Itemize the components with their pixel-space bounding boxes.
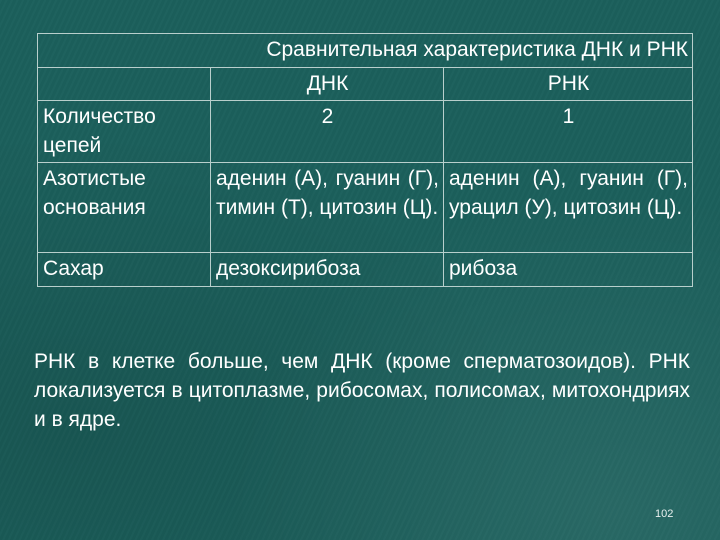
dna-chain-count: 2	[211, 101, 444, 163]
row-label-bases: Азотистые основания	[38, 163, 211, 253]
row-label-chain-count: Количество цепей	[38, 101, 211, 163]
table-row	[38, 163, 693, 253]
row-label-sugar: Сахар	[38, 253, 211, 287]
rna-bases: аденин (А), гуанин (Г), урацил (У), цитозин (Ц).	[444, 163, 693, 253]
table-row	[38, 253, 693, 287]
rna-chain-count: 1	[444, 101, 693, 163]
header-empty-cell	[38, 68, 211, 101]
dna-bases: аденин (А), гуанин (Г), тимин (Т), цитозин (Ц).	[211, 163, 444, 253]
comparison-table	[37, 33, 693, 287]
dna-sugar: дезоксирибоза	[211, 253, 444, 287]
page-number: 102	[655, 508, 674, 520]
header-dna: ДНК	[211, 68, 444, 101]
header-rna: РНК	[444, 68, 693, 101]
table-row	[38, 101, 693, 163]
table-header-row	[38, 68, 693, 101]
table-title-row	[38, 34, 693, 68]
rna-sugar: рибоза	[444, 253, 693, 287]
rna-note-paragraph: РНК в клетке больше, чем ДНК (кроме сперматозоидов). РНК локализуется в цитоплазме, рибосомах, полисомах, митохондриях и в ядре.	[34, 350, 690, 431]
table-title: Сравнительная характеристика ДНК и РНК	[38, 34, 693, 68]
